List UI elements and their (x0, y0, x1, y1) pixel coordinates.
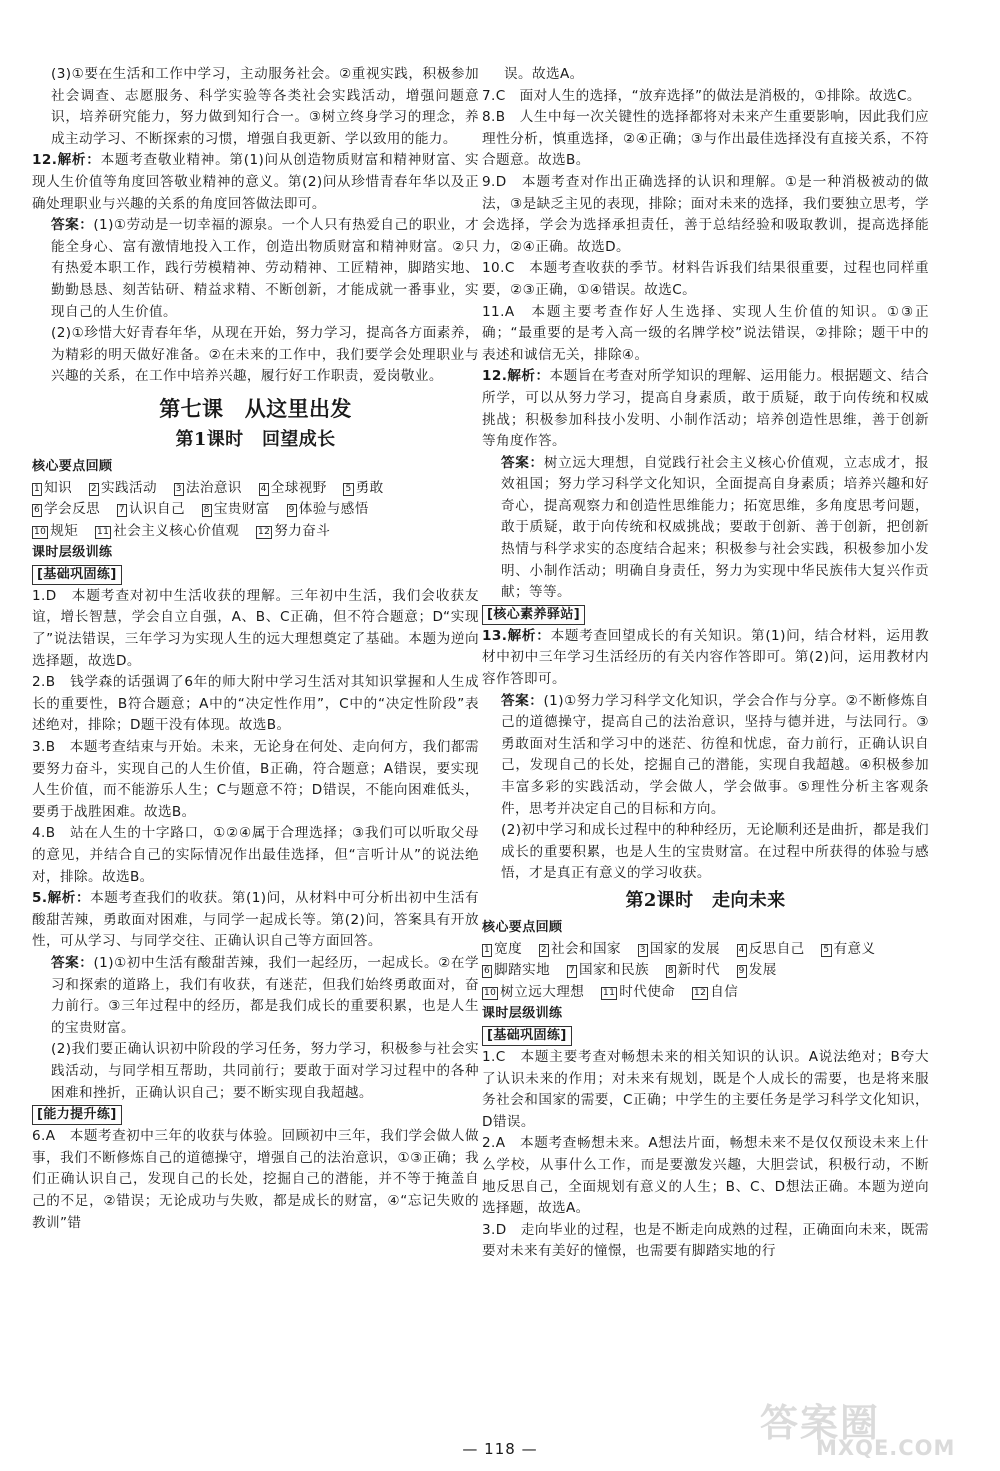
watermark-logo (756, 1392, 988, 1464)
analysis-text: 本题考查回望成长的有关知识。第(1)问，结合材料，运用教材中初中三年学习生活经历的有关内容作答即可。第(2)问，运用教材内容作答即可。 (482, 627, 929, 688)
paragraph: (3)①要在生活和工作中学习，主动服务社会。②重视实践，积极参加社会调查、志愿服务、科学实验等各类社会实践活动，增强问题意识，培养研究能力，努力做到知行合一。③树立终身学习的理念，养成主动学习、不断探索的习惯，增强自我更新、学以致用的能力。 (51, 66, 479, 147)
exercise-category-label: [能力提升练] (32, 1105, 122, 1125)
question-5-analysis (32, 888, 479, 953)
question-item: 1.C 本题主要考查对畅想未来的相关知识的认识。A说法绝对；B夸大了认识未来的作用；对未来有规划，既是个人成长的需要，也是将来服务社会和国家的需要，C正确；中学生的主要任务是学习科学文化知识，D错误。 (482, 1048, 929, 1130)
answer-text: (1)①劳动是一切幸福的源泉。一个人只有热爱自己的职业，才能全身心、富有激情地投入工作，创造出物质财富和精神财富。②只有热爱本职工作，践行劳模精神、劳动精神、工匠精神，脚踏实地、勤勤恳恳、刻苦钻研、精益求精、不断创新，才能成就一番事业，实现自己的人生价值。 (51, 217, 479, 320)
answer-text: (1)①努力学习科学文化知识，学会合作与分享。②不断修炼自己的道德操守，提高自己的法治意识，坚持与德并进，与法同行。③勇敢面对生活和学习中的迷茫、彷徨和忧虑，奋力前行，正确认识自己，发现自己的长处，挖掘自己的潜能，实现自我超越。④积极参加丰富多彩的实践活动，学会做人，学会做事。⑤理性分析主客观条件，思考并决定自己的目标和方向。 (501, 692, 929, 817)
question-13-answer (482, 691, 929, 821)
page-number: — 118 — (462, 1440, 538, 1458)
answer-label: 答案： (501, 454, 544, 471)
left-column (32, 64, 479, 1234)
period-title: 第1课时 回望成长 (175, 428, 336, 450)
answer-label: 答案： (501, 692, 544, 709)
exercise-category-label: [核心素养驿站] (482, 605, 585, 625)
question-item: 2.A 本题考查畅想未来。A想法片面，畅想未来不是仅仅预设未来上什么学校，从事什么工作，而是要激发兴趣，大胆尝试，积极行动，不断地反思自己，全面规划有意义的人生；B、C、D想法正确。本题为逆向选择题，故选A。 (482, 1135, 929, 1217)
analysis-label: 12.解析： (32, 152, 101, 169)
key-points-row: 6 脚踏实地 7 国家和民族 8 新时代 9 发展 (484, 962, 777, 979)
question-item: 10.C 本题考查收获的季节。材料告诉我们结果很重要，过程也同样重要，②③正确，①④错误。故选C。 (482, 260, 929, 298)
key-points-row: 1 知识 2 实践活动 3 法治意识 4 全球视野 5 勇敢 (34, 479, 384, 496)
question-12-analysis (482, 366, 929, 452)
lesson-title: 第七课 从这里出发 (159, 395, 352, 421)
key-points-row: 10 树立远大理想 11 时代使命 12 自信 (484, 983, 739, 1000)
question-12-answer (32, 215, 479, 323)
question-item: 2.B 钱学森的话强调了6年的师大附中学习生活对其知识掌握和人生成长的重要性，B符合题意；A中的“决定性作用”，C中的“决定性阶段”表述绝对，排除；D题干没有体现。故选B。 (32, 674, 479, 734)
question-item: 8.B 人生中每一次关键性的选择都将对未来产生重要影响，因此我们应理性分析，慎重选择，②④正确；③与作出最佳选择没有直接关系，不符合题意。故选B。 (482, 109, 929, 169)
exercise-category-label: [基础巩固练] (32, 565, 122, 585)
question-5-answer (32, 953, 479, 1039)
analysis-text: 本题考查我们的收获。第(1)问，从材料中可分析出初中生活有酸甜苦辣，勇敢面对困难，与同学一起成长等。第(2)问，答案具有开放性，可从学习、与同学交往、正确认识自己等方面回答。 (32, 890, 480, 950)
analysis-text: 本题考查敬业精神。第(1)问从创造物质财富和精神财富、实现人生价值等角度回答敬业精神的意义。第(2)问从珍惜青春年华以及正确处理职业与兴趣的关系的角度回答做法即可。 (32, 152, 479, 212)
watermark-text: 答案圈 (760, 1401, 881, 1445)
analysis-text: 本题旨在考查对所学知识的理解、运用能力。根据题文、结合所学，可以从努力学习，提高自身素质，敢于质疑，敢于向传统和权威挑战；积极参加科技小发明、小制作活动；培养创造性思维，善于创新等角度作答。 (482, 368, 929, 450)
section-heading: 核心要点回顾 (32, 458, 113, 474)
question-item: 11.A 本题主要考查作好人生选择、实现人生价值的知识。①③正确；“最重要的是考入高一级的名牌学校”说法错误，②排除；题干中的表述和诚信无关，排除④。 (482, 303, 929, 363)
question-item: 3.D 走向毕业的过程，也是不断走向成熟的过程，正确面向未来，既需要对未来有美好的憧憬，也需要有脚踏实地的行 (482, 1221, 929, 1260)
question-item: 3.B 本题考查结束与开始。未来，无论身在何处、走向何方，我们都需要努力奋斗，实现自己的人生价值，B正确，符合题意；A错误，要实现人生价值，而不能游乐人生；C与题意不符；D错误，不能向困难低头，要勇于战胜困难。故选B。 (32, 739, 479, 820)
question-item: 7.C 面对人生的选择，“放弃选择”的做法是消极的，①排除。故选C。 (482, 87, 921, 104)
question-item: 4.B 站在人生的十字路口，①②④属于合理选择；③我们可以听取父母的意见，并结合自己的实际情况作出最佳选择，但“言听计从”的说法绝对，排除。故选B。 (32, 825, 479, 885)
answer-label: 答案： (51, 954, 94, 971)
paragraph: (2)我们要正确认识初中阶段的学习任务，努力学习，积极参与社会实践活动，与同学相互帮助，共同前行；要敢于面对学习过程中的各种困难和挫折，正确认识自己；要不断实现自我超越。 (51, 1041, 479, 1101)
key-points-row: 1 宽度 2 社会和国家 3 国家的发展 4 反思自己 5 有意义 (484, 940, 876, 957)
analysis-label: 12.解析： (482, 368, 550, 385)
paragraph: 误。故选A。 (504, 66, 584, 82)
answer-text: (1)①初中生活有酸甜苦辣，我们一起经历，一起成长。②在学习和探索的道路上，我们有收获，有迷茫，但我们始终勇敢面对，奋力前行。③三年过程中的经历，都是我们成长的重要积累，也是人生的宝贵财富。 (51, 954, 479, 1036)
paragraph: (2)①珍惜大好青春年华，从现在开始，努力学习，提高各方面素养，为精彩的明天做好准备。②在未来的工作中，我们要学会处理职业与兴趣的关系，在工作中培养兴趣，履行好工作职责，爱岗敬业。 (51, 325, 479, 385)
key-points-row: 10 规矩 11 社会主义核心价值观 12 努力奋斗 (34, 522, 331, 539)
right-column (482, 64, 929, 1263)
question-13-analysis (482, 626, 929, 691)
paragraph: (2)初中学习和成长过程中的种种经历，无论顺利还是曲折，都是我们成长的重要积累，也是人生的宝贵财富。在过程中所获得的体验与感悟，才是真正有意义的学习收获。 (501, 822, 929, 882)
question-item: 1.D 本题考查对初中生活收获的理解。三年初中生活，我们会收获友谊，增长智慧，学会自立自强，A、B、C正确，但不符合题意；D“实现了”说法错误，三年学习为实现人生的远大理想奠定了基础。本题为逆向选择题，故选D。 (32, 587, 479, 669)
section-heading: 核心要点回顾 (482, 919, 563, 935)
analysis-label: 5.解析： (32, 890, 91, 907)
period-title: 第2课时 走向未来 (625, 889, 786, 911)
answer-label: 答案： (51, 217, 94, 234)
analysis-label: 13.解析： (482, 627, 551, 644)
question-item: 6.A 本题考查初中三年的收获与体验。回顾初中三年，我们学会做人做事，我们不断修炼自己的道德操守，增强自己的法治意识，①③正确；我们正确认识自己，发现自己的长处，挖掘自己的潜能，并不等于掩盖自己的不足，②错误；无论成功与失败，都是成长的财富，④“忘记失败的教训”错 (32, 1128, 479, 1231)
section-heading: 课时层级训练 (482, 1006, 563, 1022)
question-item: 9.D 本题考查对作出正确选择的认识和理解。①是一种消极被动的做法，③是缺乏主见的表现，排除；面对未来的选择，我们要独立思考，学会选择，学会为选择承担责任，善于总结经验和吸取教训，提高选择能力，②④正确。故选D。 (482, 173, 929, 255)
section-heading: 课时层级训练 (32, 545, 113, 561)
watermark-url: MXQE.COM (816, 1436, 956, 1460)
exercise-category-label: [基础巩固练] (482, 1026, 572, 1046)
key-points-row: 6 学会反思 7 认识自己 8 宝贵财富 9 体验与感悟 (34, 501, 369, 518)
question-12-answer (482, 453, 929, 604)
question-12-analysis (32, 150, 479, 215)
answer-text: 树立远大理想，自觉践行社会主义核心价值观，立志成才，报效祖国；努力学习科学文化知识，全面提高自身素质；培养兴趣和好奇心，提高观察力和创造性思维能力；拓宽思维，多角度思考问题，敢于质疑，敢于向传统和权威挑战；要敢于创新、善于创新，把创新热情与科学求实的态度结合起来；积极参与社会实践，积极参加小发明、小制作活动；明确自身责任，努力为实现中华民族伟大复兴作贡献；等等。 (501, 454, 929, 601)
